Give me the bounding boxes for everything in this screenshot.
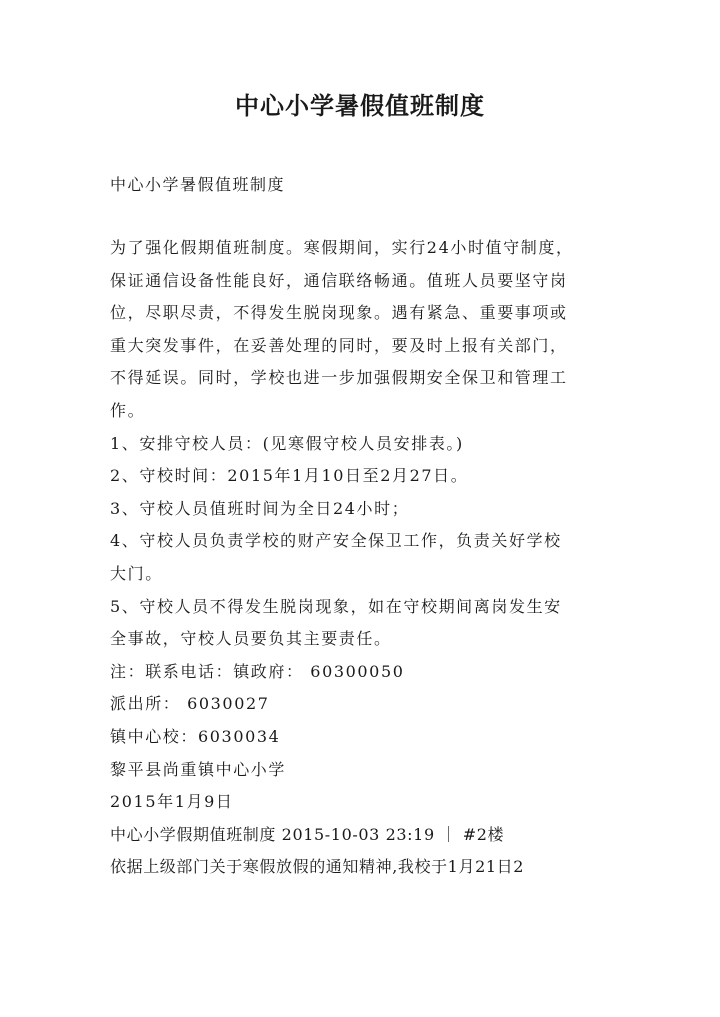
paragraph-line: 保证通信设备性能良好，通信联络畅通。值班人员要坚守岗	[110, 270, 568, 290]
list-item: 4、守校人员负责学校的财产安全保卫工作，负责关好学校	[110, 531, 562, 551]
signature-org: 黎平县尚重镇中心小学	[110, 759, 287, 779]
document-body	[110, 232, 610, 884]
post-header: 中心小学假期值班制度 2015-10-03 23:19 ｜ #2楼	[110, 824, 505, 844]
document-title: 中心小学暑假值班制度	[235, 92, 485, 120]
contact-police: 派出所： 6030027	[110, 694, 270, 714]
paragraph-line: 为了强化假期值班制度。寒假期间，实行24小时值守制度，	[110, 238, 574, 257]
paragraph-line: 位，尽职尽责，不得发生脱岗现象。遇有紧急、重要事项或	[110, 303, 568, 323]
list-item: 2、守校时间：2015年1月10日至2月27日。	[110, 466, 469, 486]
list-item: 1、安排守校人员：(见寒假守校人员安排表。)	[110, 433, 464, 453]
contact-note: 注：联系电话：镇政府： 60300050	[110, 661, 405, 681]
list-item: 3、守校人员值班时间为全日24小时；	[110, 498, 410, 518]
list-item: 全事故，守校人员要负其主要责任。	[110, 629, 392, 649]
paragraph-line: 不得延误。同时，学校也进一步加强假期安全保卫和管理工	[110, 368, 568, 388]
signature-date: 2015年1月9日	[110, 792, 234, 812]
paragraph-line: 作。	[110, 400, 146, 420]
document-subtitle: 中心小学暑假值班制度	[110, 175, 286, 194]
list-item: 5、守校人员不得发生脱岗现象，如在守校期间离岗发生安	[110, 596, 562, 616]
contact-school: 镇中心校：6030034	[110, 726, 281, 746]
list-item: 大门。	[110, 563, 163, 583]
paragraph-line: 重大突发事件，在妥善处理的同时，要及时上报有关部门，	[110, 335, 568, 355]
post-body-line: 依据上级部门关于寒假放假的通知精神,我校于1月21日2	[110, 857, 525, 877]
